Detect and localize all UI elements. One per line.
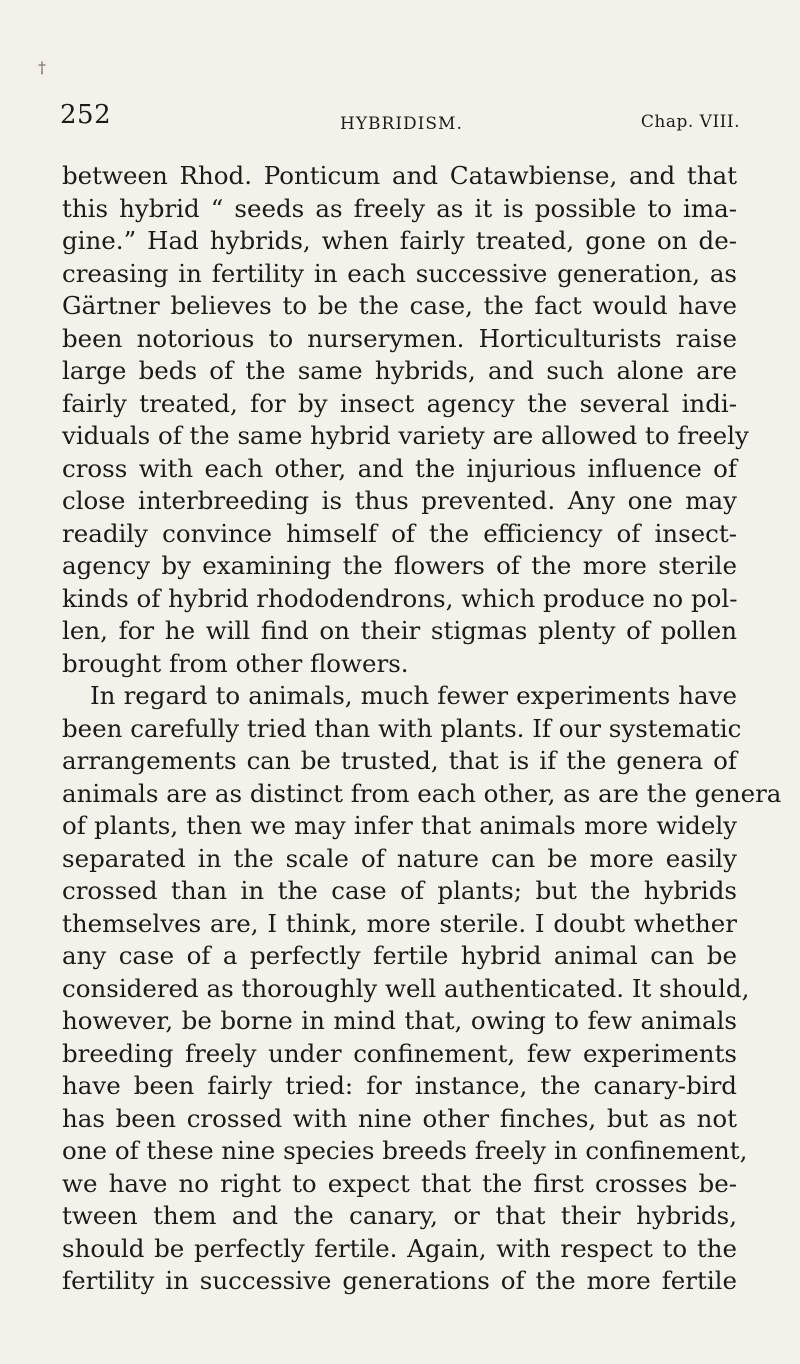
text-line: gine.” Had hybrids, when fairly treated, gone on de- — [62, 226, 737, 255]
text-line: agency by examining the flowers of the more sterile — [62, 551, 737, 580]
text-line: Gärtner believes to be the case, the fact would have — [62, 291, 737, 320]
text-line: been carefully tried than with plants. If our systematic — [62, 713, 742, 743]
text-line: should be perfectly fertile. Again, with respect to the — [62, 1233, 737, 1263]
text-line: crossed than in the case of plants; but the hybrids — [62, 876, 737, 905]
page-number: 252 — [60, 100, 112, 130]
corner-mark: † — [38, 58, 46, 77]
text-line: fairly treated, for by insect agency the several indi- — [62, 388, 737, 418]
text-line: of plants, then we may infer that animals more widely — [62, 811, 737, 840]
text-line: this hybrid “ seeds as freely as it is possible to ima- — [62, 193, 737, 223]
text-line: len, for he will find on their stigmas plenty of pollen — [62, 616, 737, 645]
text-line: large beds of the same hybrids, and such alone are — [62, 356, 737, 385]
body-text — [62, 160, 782, 1298]
running-header — [60, 100, 740, 140]
text-line: viduals of the same hybrid variety are allowed to freely — [62, 421, 749, 450]
text-line: kinds of hybrid rhododendrons, which produce no pol- — [62, 583, 738, 613]
text-line: between Rhod. Ponticum and Catawbiense, and that — [62, 161, 737, 190]
text-line: one of these nine species breeds freely in confinement, — [62, 1136, 748, 1165]
text-line: has been crossed with nine other finches, but as not — [62, 1103, 737, 1133]
text-line: considered as thoroughly well authenticated. It should, — [62, 973, 750, 1003]
text-line: we have no right to expect that the first crosses be- — [62, 1168, 737, 1198]
paragraph-2 — [62, 680, 782, 1298]
text-line: animals are as distinct from each other, as are the genera — [62, 778, 782, 808]
text-line: have been fairly tried: for instance, the canary-bird — [62, 1071, 737, 1100]
text-line: tween them and the canary, or that their hybrids, — [62, 1201, 737, 1230]
text-line: creasing in fertility in each successive generation, as — [62, 258, 737, 288]
text-line: breeding freely under confinement, few experiments — [62, 1038, 737, 1068]
text-line: been notorious to nurserymen. Horticulturists raise — [62, 323, 737, 353]
paragraph-1 — [62, 160, 749, 680]
text-line: readily convince himself of the efficiency of insect- — [62, 518, 737, 548]
text-line: brought from other flowers. — [62, 648, 409, 678]
text-line: however, be borne in mind that, owing to few animals — [62, 1006, 737, 1035]
text-line: any case of a perfectly fertile hybrid animal can be — [62, 941, 737, 970]
chapter-label: Chap. VIII. — [640, 112, 740, 132]
text-line: themselves are, I think, more sterile. I doubt whether — [62, 908, 737, 938]
text-line: arrangements can be trusted, that is if the genera of — [62, 746, 737, 775]
text-line: In regard to animals, much fewer experiments have — [90, 681, 737, 710]
text-line: cross with each other, and the injurious influence of — [62, 453, 737, 483]
running-title: HYBRIDISM. — [340, 114, 463, 134]
text-line: separated in the scale of nature can be more easily — [62, 843, 737, 873]
text-line: close interbreeding is thus prevented. Any one may — [62, 486, 737, 515]
text-line: fertility in successive generations of the more fertile — [62, 1266, 737, 1295]
